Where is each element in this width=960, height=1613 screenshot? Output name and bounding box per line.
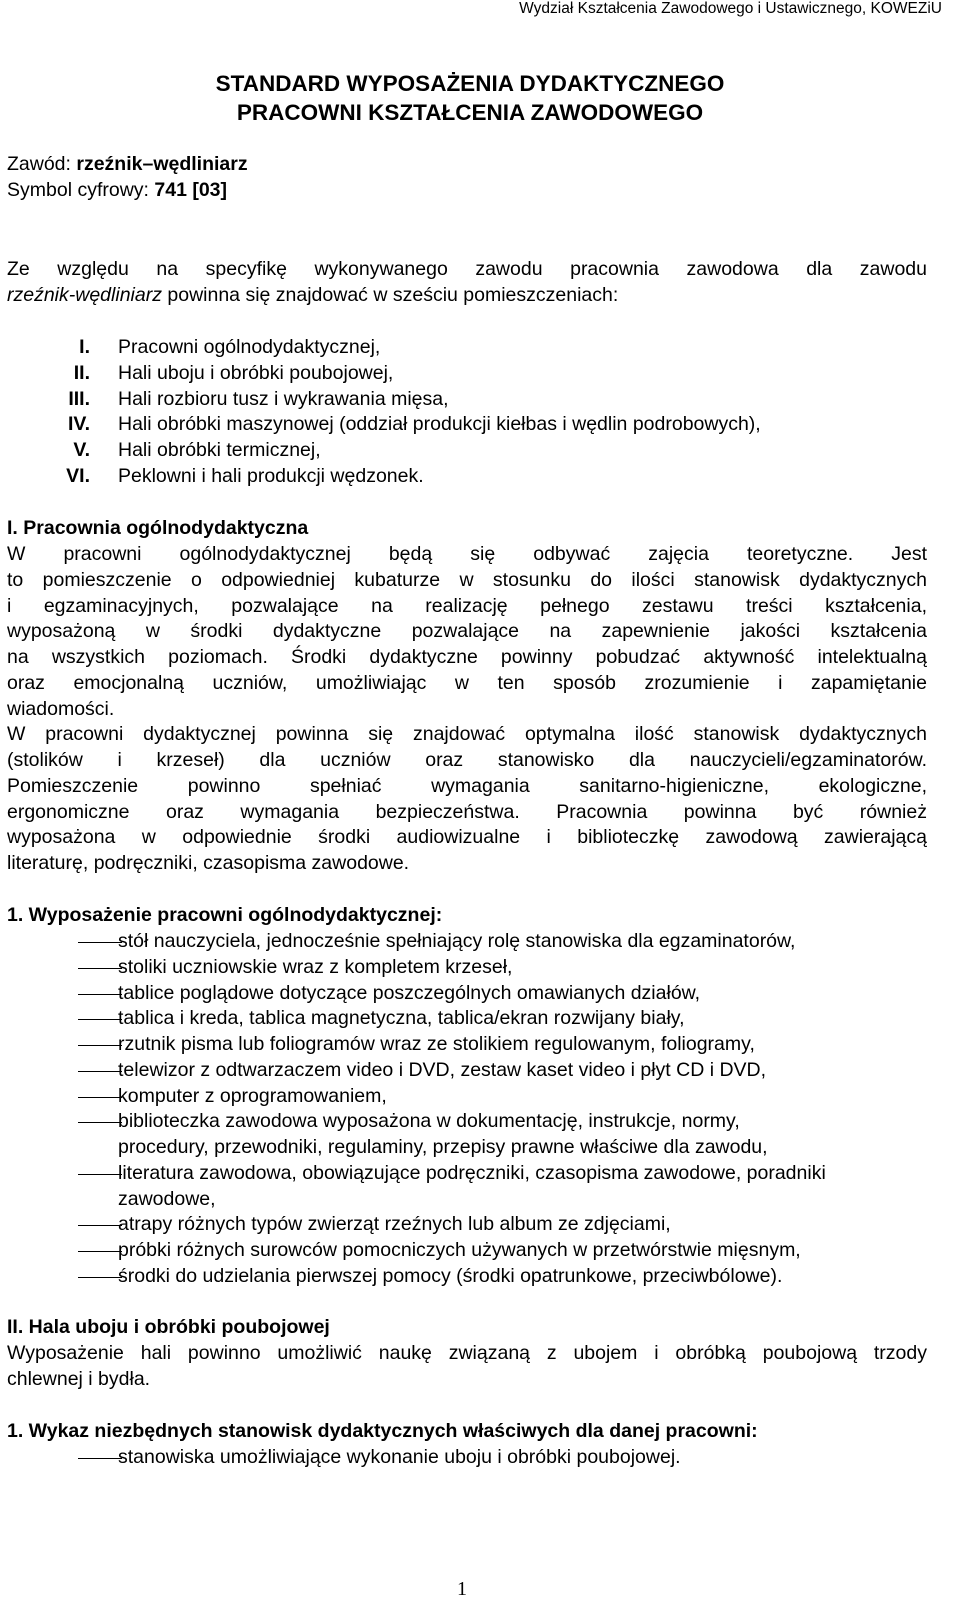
intro-line-1: Ze względu na specyfikę wykonywanego zawodu pracownia zawodowa dla zawodu: [7, 258, 927, 280]
equipment-item: próbki różnych surowców pomocniczych używanych w przetwórstwie mięsnym,: [118, 1239, 801, 1261]
page-header: Wydział Kształcenia Zawodowego i Ustawicznego, KOWEZiU: [519, 0, 942, 17]
station-item: stanowiska umożliwiające wykonanie uboju i obróbki poubojowej.: [118, 1446, 681, 1468]
bullet-dash: [78, 1097, 122, 1098]
room-name: Pracowni ogólnodydaktycznej,: [118, 336, 381, 358]
paragraph-line: i egzaminacyjnych, pozwalające na realizację pełnego zestawu treści kształcenia,: [7, 595, 927, 617]
profession-line: [7, 153, 248, 176]
equipment-item-continuation: procedury, przewodniki, regulaminy, przepisy prawne właściwe dla zawodu,: [118, 1136, 768, 1158]
room-name: Peklowni i hali produkcji wędzonek.: [118, 465, 424, 487]
paragraph-line: W pracowni dydaktycznej powinna się znajdować optymalna ilość stanowisk dydaktycznych: [7, 723, 927, 745]
section-2-heading: II. Hala uboju i obróbki poubojowej: [7, 1316, 330, 1338]
bullet-dash: [78, 1458, 122, 1459]
equipment-item: biblioteczka zawodowa wyposażona w dokumentację, instrukcje, normy,: [118, 1110, 740, 1132]
paragraph-line: wyposażoną w środki dydaktyczne pozwalające na zapewnienie jakości kształcenia: [7, 620, 927, 642]
equipment-item: stół nauczyciela, jednocześnie spełniający rolę stanowiska dla egzaminatorów,: [118, 930, 796, 952]
paragraph-line: W pracowni ogólnodydaktycznej będą się odbywać zajęcia teoretyczne. Jest: [7, 543, 927, 565]
paragraph-line: to pomieszczenie o odpowiedniej kubaturze w stosunku do ilości stanowisk dydaktycznych: [7, 569, 927, 591]
bullet-dash: [78, 1019, 122, 1020]
paragraph-line: na wszystkich poziomach. Środki dydaktyczne powinny pobudzać aktywność intelektualną: [7, 646, 927, 668]
room-name: Hali obróbki maszynowej (oddział produkcji kiełbas i wędlin podrobowych),: [118, 413, 761, 435]
room-number: IV.: [67, 413, 90, 435]
paragraph-line: wiadomości.: [7, 698, 115, 720]
page-number: 1: [457, 1578, 467, 1600]
paragraph-line: literaturę, podręczniki, czasopisma zawodowe.: [7, 852, 410, 874]
room-number: II.: [73, 362, 90, 384]
bullet-dash: [78, 1225, 122, 1226]
room-number: III.: [68, 388, 90, 410]
room-number: I.: [79, 336, 90, 358]
paragraph-line: oraz emocjonalną uczniów, umożliwiając w ten sposób zrozumienie i zapamiętanie: [7, 672, 927, 694]
intro-profession-italic: rzeźnik-wędliniarz: [7, 284, 162, 306]
profession-label: Zawód:: [7, 153, 77, 175]
equipment-item-continuation: zawodowe,: [118, 1188, 216, 1210]
equipment-item: tablica i kreda, tablica magnetyczna, tablica/ekran rozwijany biały,: [118, 1007, 685, 1029]
room-name: Hali obróbki termicznej,: [118, 439, 321, 461]
equipment-heading: 1. Wyposażenie pracowni ogólnodydaktycznej:: [7, 904, 443, 926]
equipment-item: środki do udzielania pierwszej pomocy (środki opatrunkowe, przeciwbólowe).: [118, 1265, 783, 1287]
document-title-line1: STANDARD WYPOSAŻENIA DYDAKTYCZNEGO: [215, 71, 725, 96]
symbol-line: [7, 179, 227, 202]
bullet-dash: [78, 994, 122, 995]
symbol-label: Symbol cyfrowy:: [7, 179, 155, 201]
bullet-dash: [78, 1045, 122, 1046]
equipment-item: komputer z oprogramowaniem,: [118, 1085, 387, 1107]
section-2-line-1: Wyposażenie hali powinno umożliwić naukę związaną z ubojem i obróbką poubojową trzody: [7, 1342, 927, 1364]
equipment-item: telewizor z odtwarzaczem video i DVD, zestaw kaset video i płyt CD i DVD,: [118, 1059, 767, 1081]
symbol-value: 741 [03]: [154, 179, 228, 201]
stations-heading: 1. Wykaz niezbędnych stanowisk dydaktycznych właściwych dla danej pracowni:: [7, 1420, 758, 1442]
equipment-item: atrapy różnych typów zwierząt rzeźnych lub album ze zdjęciami,: [118, 1213, 671, 1235]
bullet-dash: [78, 1251, 122, 1252]
paragraph-line: wyposażona w odpowiednie środki audiowizualne i biblioteczkę zawodową zawierającą: [7, 826, 927, 848]
document-title-line2: PRACOWNI KSZTAŁCENIA ZAWODOWEGO: [236, 100, 704, 125]
intro-line-2-rest: powinna się znajdować w sześciu pomieszczeniach:: [161, 284, 619, 306]
equipment-item: literatura zawodowa, obowiązujące podręczniki, czasopisma zawodowe, poradniki: [118, 1162, 826, 1184]
room-number: V.: [73, 439, 90, 461]
paragraph-line: (stolików i krzeseł) dla uczniów oraz stanowisko dla nauczycieli/egzaminatorów.: [7, 749, 927, 771]
room-name: Hali rozbioru tusz i wykrawania mięsa,: [118, 388, 449, 410]
bullet-dash: [78, 942, 122, 943]
room-number: VI.: [66, 465, 90, 487]
bullet-dash: [78, 1277, 122, 1278]
paragraph-line: ergonomiczne oraz wymagania bezpieczeństwa. Pracownia powinna być również: [7, 801, 927, 823]
profession-value: rzeźnik–wędliniarz: [76, 153, 248, 175]
section-1-heading: I. Pracownia ogólnodydaktyczna: [7, 517, 309, 539]
bullet-dash: [78, 968, 122, 969]
equipment-item: stoliki uczniowskie wraz z kompletem krzeseł,: [118, 956, 513, 978]
equipment-item: tablice poglądowe dotyczące poszczególnych omawianych działów,: [118, 982, 701, 1004]
paragraph-line: Pomieszczenie powinno spełniać wymagania sanitarno-higieniczne, ekologiczne,: [7, 775, 927, 797]
section-2-line-2: chlewnej i bydła.: [7, 1368, 151, 1390]
bullet-dash: [78, 1122, 122, 1123]
bullet-dash: [78, 1174, 122, 1175]
intro-line-2: [7, 284, 618, 307]
equipment-item: rzutnik pisma lub foliogramów wraz ze stolikiem regulowanym, foliogramy,: [118, 1033, 755, 1055]
room-name: Hali uboju i obróbki poubojowej,: [118, 362, 394, 384]
bullet-dash: [78, 1071, 122, 1072]
